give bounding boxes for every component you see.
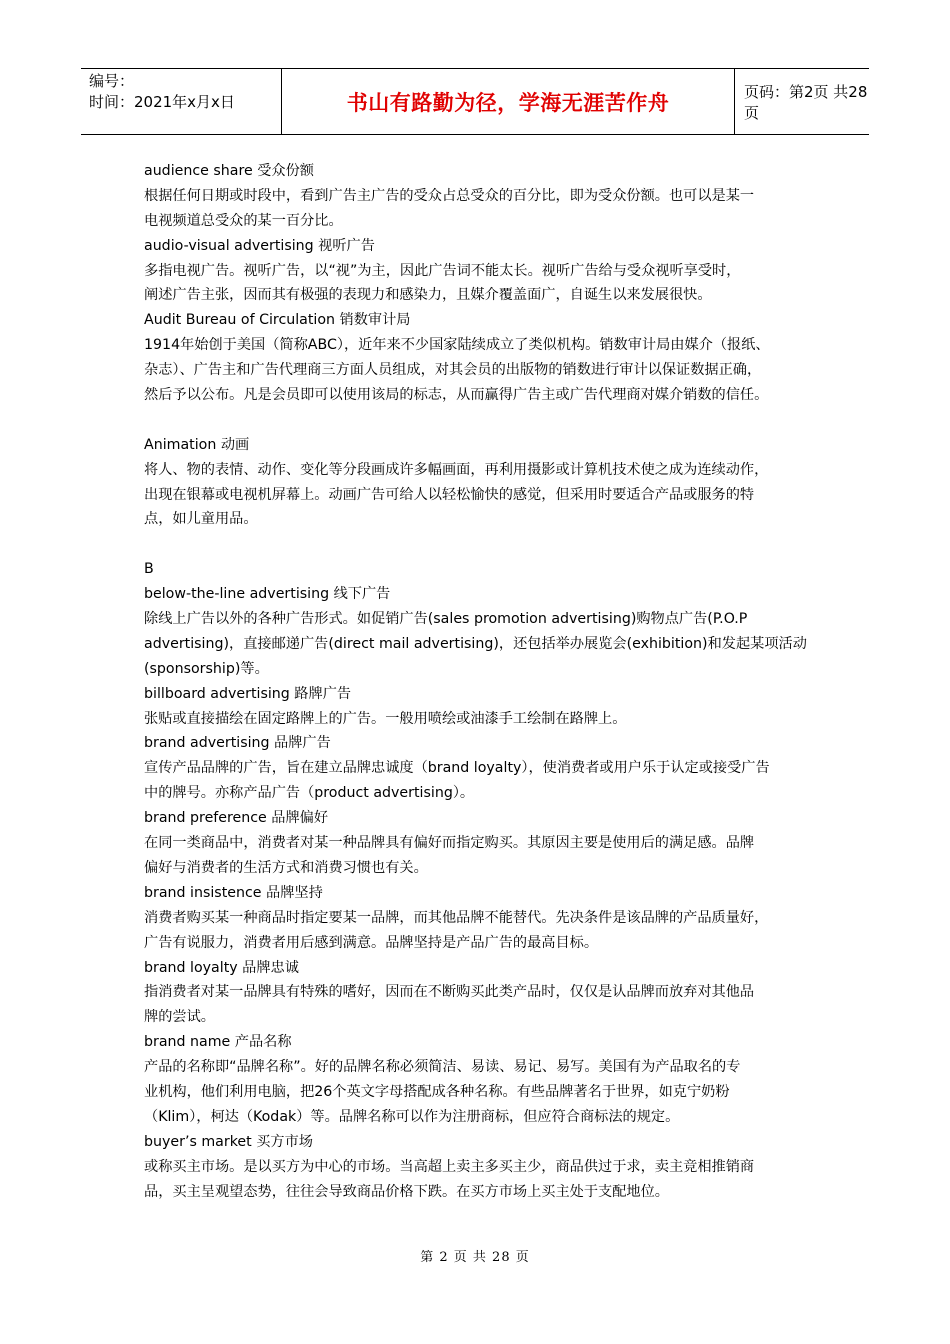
motto-text: 书山有路勤为径，学海无涯苦作舟 bbox=[346, 90, 670, 115]
header-meta bbox=[81, 69, 282, 134]
glossary-content bbox=[144, 159, 824, 1204]
text-line: brand insistence 品牌坚持 bbox=[144, 884, 323, 901]
text-line: Audit Bureau of Circulation 销数审计局 bbox=[144, 312, 411, 329]
number-label: 编号： bbox=[89, 72, 135, 90]
text-line: 根据任何日期或时段中，看到广告主广告的受众占总受众的百分比，即为受众份额。也可以是某一 bbox=[144, 187, 755, 204]
text-line: 张贴或直接描绘在固定路牌上的广告。一般用喷绘或油漆手工绘制在路牌上。 bbox=[144, 710, 627, 727]
blank-line bbox=[144, 408, 824, 433]
text-line: brand advertising 品牌广告 bbox=[144, 735, 331, 752]
text-line: brand preference 品牌偏好 bbox=[144, 810, 329, 827]
text-line: 消费者购买某一种商品时指定要某一品牌，而其他品牌不能替代。先决条件是该品牌的产品质量好， bbox=[144, 909, 769, 926]
text-line: 产品的名称即“品牌名称”。好的品牌名称必须简洁、易读、易记、易写。美国有为产品取名的专 bbox=[144, 1059, 741, 1076]
text-line: 电视频道总受众的某一百分比。 bbox=[144, 212, 343, 229]
header-motto-cell bbox=[282, 69, 735, 134]
text-line: brand loyalty 品牌忠诚 bbox=[144, 959, 299, 976]
page-footer bbox=[0, 1246, 950, 1265]
page-indicator: 页码：第2页 共28页 bbox=[744, 82, 868, 122]
page-header bbox=[81, 68, 869, 135]
text-line: buyer’s market 买方市场 bbox=[144, 1133, 313, 1150]
text-line: 中的牌号。亦称产品广告（product advertising）。 bbox=[144, 785, 475, 802]
text-line: audio-visual advertising 视听广告 bbox=[144, 237, 375, 254]
text-line: 阐述广告主张，因而其有极强的表现力和感染力，且媒介覆盖面广，自诞生以来发展很快。 bbox=[144, 287, 712, 304]
text-line: billboard advertising 路牌广告 bbox=[144, 685, 352, 702]
text-line: 然后予以公布。凡是会员即可以使用该局的标志，从而赢得广告主或广告代理商对媒介销数的信任。 bbox=[144, 387, 769, 404]
text-line: Animation 动画 bbox=[144, 436, 250, 453]
text-line: 品，买主呈观望态势，往往会导致商品价格下跌。在买方市场上买主处于支配地位。 bbox=[144, 1183, 669, 1200]
text-line: audience share 受众份额 bbox=[144, 163, 314, 179]
text-line: 宣传产品品牌的广告，旨在建立品牌忠诚度（brand loyalty），使消费者或用户乐于认定或接受广告 bbox=[144, 760, 770, 777]
text-line: 1914年始创于美国（简称ABC），近年来不少国家陆续成立了类似机构。销数审计局由媒介（报纸、 bbox=[144, 337, 770, 354]
text-line: （Klim），柯达（Kodak）等。品牌名称可以作为注册商标，但应符合商标法的规定。 bbox=[144, 1108, 680, 1125]
text-line: 杂志）、广告主和广告代理商三方面人员组成，对其会员的出版物的销数进行审计以保证数据正确， bbox=[144, 362, 762, 379]
text-line: 除线上广告以外的各种广告形式。如促销广告(sales promotion advertising)购物点广告(P.O.P bbox=[144, 611, 748, 628]
text-line: 偏好与消费者的生活方式和消费习惯也有关。 bbox=[144, 859, 428, 876]
text-line: 牌的尝试。 bbox=[144, 1009, 215, 1026]
text-line: 点，如儿童用品。 bbox=[144, 511, 258, 528]
text-line: below-the-line advertising 线下广告 bbox=[144, 586, 391, 603]
text-line: 在同一类商品中，消费者对某一种品牌具有偏好而指定购买。其原因主要是使用后的满足感。品牌 bbox=[144, 835, 755, 852]
text-line: (sponsorship)等。 bbox=[144, 660, 269, 677]
text-line: 或称买主市场。是以买方为中心的市场。当高超上卖主多买主少，商品供过于求，卖主竞相推销商 bbox=[144, 1158, 755, 1175]
text-line: 将人、物的表情、动作、变化等分段画成许多幅画面，再利用摄影或计算机技术使之成为连续动作， bbox=[144, 461, 769, 478]
footer-page-number: 第 2 页 共 28 页 bbox=[420, 1250, 530, 1265]
text-line: 指消费者对某一品牌具有特殊的嗜好，因而在不断购买此类产品时，仅仅是认品牌而放弃对其他品 bbox=[144, 984, 755, 1001]
text-line: 业机构，他们利用电脑，把26个英文字母搭配成各种名称。有些品牌著名于世界，如克宁奶粉 bbox=[144, 1083, 730, 1100]
date-label: 时间：2021年x月x日 bbox=[89, 93, 235, 111]
text-line: 出现在银幕或电视机屏幕上。动画广告可给人以轻松愉快的感觉，但采用时要适合产品或服务的特 bbox=[144, 486, 755, 503]
text-line: brand name 产品名称 bbox=[144, 1034, 292, 1051]
text-line: advertising)，直接邮递广告(direct mail advertising)，还包括举办展览会(exhibition)和发起某项活动 bbox=[144, 635, 807, 652]
text-line: 多指电视广告。视听广告，以“视”为主，因此广告词不能太长。视听广告给与受众视听享受时， bbox=[144, 262, 741, 279]
text-line: B bbox=[144, 561, 154, 578]
blank-line bbox=[144, 532, 824, 557]
text-line: 广告有说服力，消费者用后感到满意。品牌坚持是产品广告的最高目标。 bbox=[144, 934, 599, 951]
header-page-cell bbox=[735, 69, 869, 134]
